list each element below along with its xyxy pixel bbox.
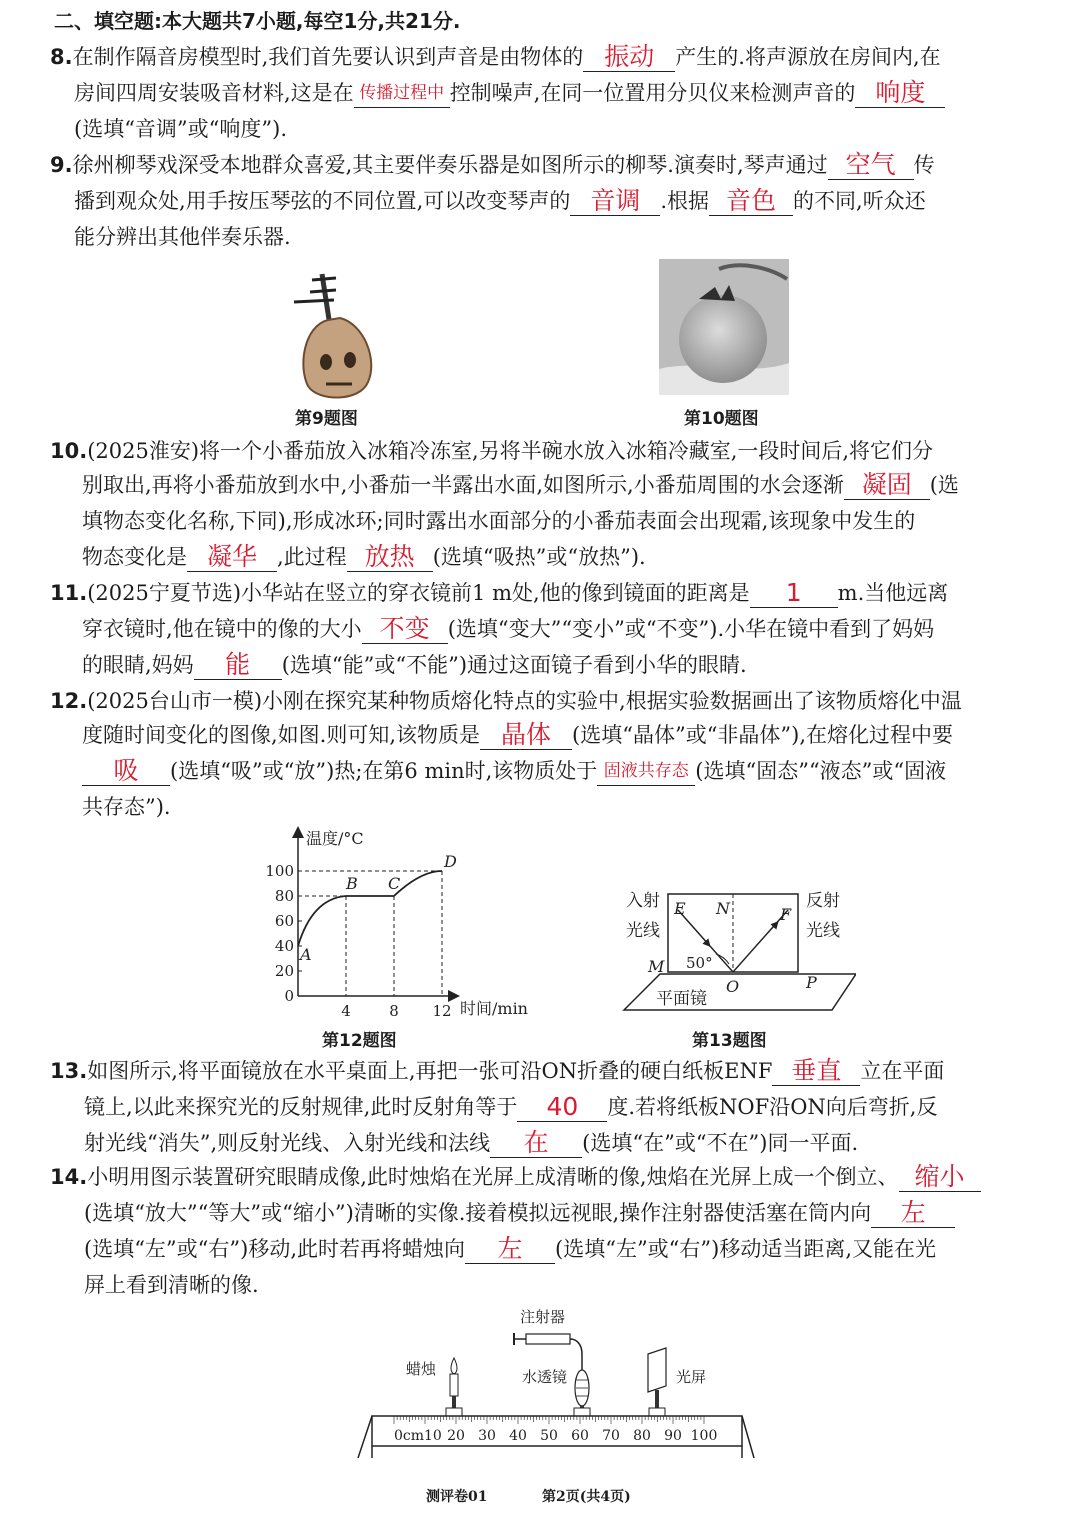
q13-number: 13.: [50, 1059, 88, 1083]
label-O: O: [726, 977, 740, 996]
q9-line2: [74, 186, 926, 216]
x-tick-label: 4: [341, 1002, 351, 1020]
ruler-label: 60: [571, 1428, 589, 1444]
q10-text: (选: [929, 473, 959, 497]
q11-text: m.当他远离: [837, 581, 949, 605]
q12-answer-3: 固液共存态: [597, 757, 695, 786]
liuqin-peg: [294, 300, 334, 302]
q14-line3: [84, 1234, 936, 1264]
label-F: F: [780, 905, 792, 924]
q10-text: 物态变化是: [82, 545, 187, 569]
q10-text: (选填“吸热”或“放热”).: [432, 545, 646, 569]
q9-answer-1: 空气: [828, 151, 914, 180]
ruler-label: 40: [509, 1428, 527, 1444]
q14-answer-1: 缩小: [899, 1163, 981, 1192]
liuqin-soundhole: [320, 354, 332, 370]
q9-text: .根据: [660, 189, 710, 213]
chart-point-labels: [298, 852, 457, 964]
label-reflected-ray: 光线: [806, 921, 840, 941]
q12-text: (2025台山市一模)小刚在探究某种物质熔化特点的实验中,根据实验数据画出了该物质熔化中温: [87, 689, 962, 713]
q14-number: 14.: [50, 1165, 88, 1189]
label-M: M: [648, 957, 665, 976]
liuqin-body: [303, 318, 371, 398]
q12-text: (选填“晶体”或“非晶体”),在熔化过程中要: [572, 723, 954, 747]
q14-text: 小明用图示装置研究眼睛成像,此时烛焰在光屏上成清晰的像,烛焰在光屏上成一个倒立、: [87, 1165, 899, 1189]
q12-text: 共存态”).: [82, 795, 171, 819]
q8-text: 控制噪声,在同一位置用分贝仪来检测声音的: [449, 81, 856, 105]
liuqin-soundhole: [344, 352, 356, 368]
q13-text: 立在平面: [860, 1059, 945, 1083]
footer-page: 第2页(共4页): [542, 1489, 631, 1505]
q13-text: 度.若将纸板NOF沿ON向后弯折,反: [607, 1095, 938, 1119]
y-tick-label: 20: [274, 962, 294, 980]
q12-line2: [82, 720, 953, 750]
x-tick-label: 8: [389, 1002, 399, 1020]
q11-line2: [82, 614, 934, 644]
q9-text: 播到观众处,用手按压琴弦的不同位置,可以改变琴声的: [74, 189, 571, 213]
q10-text: ,此过程: [277, 545, 347, 569]
liuqin-figure: [282, 268, 382, 402]
q14-answer-3: 左: [465, 1235, 555, 1264]
fig10-caption: 第10题图: [684, 409, 759, 429]
q10-answer-2: 凝华: [187, 543, 277, 572]
q9-text: 传: [913, 153, 935, 177]
x-tick-label: 12: [432, 1002, 452, 1020]
q11-text: 的眼睛,妈妈: [82, 653, 194, 677]
candle: [450, 1358, 458, 1410]
ruler-label: 70: [602, 1428, 620, 1444]
q14-line2: [84, 1198, 955, 1228]
optical-bench-figure: [350, 1302, 760, 1466]
q13-line1: [50, 1056, 944, 1086]
q13-text: (选填“在”或“不在”)同一平面.: [582, 1131, 859, 1155]
q8-answer-2: 传播过程中: [354, 79, 450, 108]
point-label-C: C: [388, 874, 401, 893]
q11-text: (2025宁夏节选)小华站在竖立的穿衣镜前1 m处,他的像到镜面的距离是: [87, 581, 750, 605]
q14-text: (选填“放大”“等大”或“缩小”)清晰的实像.接着模拟远视眼,操作注射器使活塞在筒内向: [84, 1201, 872, 1225]
light-screen: [648, 1348, 666, 1410]
q12-text: (选填“固态”“液态”或“固液: [695, 759, 947, 783]
fig12-caption: 第12题图: [322, 1031, 397, 1051]
q9-text: 能分辨出其他伴奏乐器.: [74, 225, 291, 249]
label-reflected: 反射: [806, 891, 840, 911]
label-mirror: 平面镜: [656, 989, 707, 1009]
q13-text: 如图所示,将平面镜放在水平桌面上,再把一张可沿ON折叠的硬白纸板ENF: [87, 1059, 773, 1083]
tomato: [679, 295, 767, 383]
q8-number: 8.: [50, 45, 73, 69]
q11-text: (选填“变大”“变小”或“不变”).小华在镜中看到了妈妈: [447, 617, 935, 641]
holder-bases: [446, 1408, 665, 1416]
q12-text: 度随时间变化的图像,如图.则可知,该物质是: [82, 723, 481, 747]
melting-curve: [298, 871, 442, 946]
label-lens: 水透镜: [522, 1368, 568, 1386]
label-incident-ray: 光线: [626, 921, 660, 941]
q13-line2: [84, 1092, 937, 1122]
syringe: [514, 1333, 582, 1372]
q10-number: 10.: [50, 439, 88, 463]
ruler-label: 90: [664, 1428, 682, 1444]
q10-text: (2025淮安)将一个小番茄放入冰箱冷冻室,另将半碗水放入冰箱冷藏室,一段时间后,将它们分: [87, 439, 934, 463]
fig13-caption: 第13题图: [692, 1031, 767, 1051]
q14-answer-2: 左: [871, 1199, 955, 1228]
q13-answer-1: 垂直: [772, 1057, 860, 1086]
q14-line1: [50, 1162, 981, 1192]
water-lens: [575, 1370, 589, 1412]
ruler-label: 80: [633, 1428, 651, 1444]
q8-text: (选填“音调”或“响度”).: [74, 117, 288, 141]
q12-answer-2: 吸: [82, 757, 170, 786]
y-tick-label: 40: [274, 937, 294, 955]
q8-text: 房间四周安装吸音材料,这是在: [74, 81, 354, 105]
footer-paper: 测评卷01: [426, 1489, 488, 1505]
label-screen: 光屏: [676, 1368, 707, 1386]
fig9-caption: 第9题图: [295, 409, 358, 429]
y-tick-label: 0: [284, 987, 294, 1005]
label-candle: 蜡烛: [406, 1360, 437, 1378]
y-tick-label: 80: [274, 887, 294, 905]
q14-text: (选填“左”或“右”)移动适当距离,又能在光: [555, 1237, 937, 1261]
chart-guides: [298, 871, 442, 996]
q14-text: 屏上看到清晰的像.: [84, 1273, 259, 1297]
q11-number: 11.: [50, 581, 88, 605]
y-tick-label: 60: [274, 912, 294, 930]
q12-line4: [82, 792, 171, 822]
y-axis-label: 温度/°C: [306, 829, 364, 848]
q12-answer-1: 晶体: [480, 721, 572, 750]
q11-answer-2: 不变: [362, 615, 448, 644]
q8-line2: [74, 78, 945, 108]
q9-line3: [74, 222, 291, 252]
q12-line1: [50, 686, 962, 716]
q10-answer-1: 凝固: [844, 471, 930, 500]
q8-line1: [50, 42, 941, 72]
q9-answer-2: 音调: [570, 187, 660, 216]
q8-answer-1: 振动: [583, 43, 675, 72]
q11-text: 穿衣镜时,他在镜中的像的大小: [82, 617, 362, 641]
ruler-label: 50: [540, 1428, 558, 1444]
q9-text: 徐州柳琴戏深受本地群众喜爱,其主要伴奏乐器是如图所示的柳琴.演奏时,琴声通过: [72, 153, 828, 177]
q9-number: 9.: [50, 153, 73, 177]
q14-line4: [84, 1270, 259, 1300]
q13-line3: [84, 1128, 858, 1158]
q12-line3: [82, 756, 946, 786]
y-tick-label: 100: [265, 862, 294, 880]
label-E: E: [674, 899, 686, 918]
q10-line3: [82, 506, 915, 536]
q11-line3: [82, 650, 747, 680]
x-axis-label: 时间/min: [460, 999, 528, 1018]
point-label-D: D: [444, 852, 457, 871]
q10-line1: [50, 436, 933, 466]
q9-line1: [50, 150, 935, 180]
q10-text: 填物态变化名称,下同),形成冰环;同时露出水面部分的小番茄表面会出现霜,该现象中发生的: [82, 509, 916, 533]
tomato-photo: [659, 259, 789, 395]
point-label-B: B: [346, 874, 358, 893]
q11-line1: [50, 578, 948, 608]
point-label-A: A: [300, 945, 312, 964]
ruler-label: 0cm10: [394, 1428, 442, 1444]
q8-text: 产生的.将声源放在房间内,在: [675, 45, 941, 69]
q8-answer-3: 响度: [855, 79, 945, 108]
q8-text: 在制作隔音房模型时,我们首先要认识到声音是由物体的: [72, 45, 584, 69]
q9-answer-3: 音色: [709, 187, 793, 216]
q14-text: (选填“左”或“右”)移动,此时若再将蜡烛向: [84, 1237, 466, 1261]
liuqin-peg: [312, 278, 336, 280]
q10-text: 别取出,再将小番茄放到水中,小番茄一半露出水面,如图所示,小番茄周围的水会逐渐: [82, 473, 844, 497]
q12-number: 12.: [50, 689, 88, 713]
q11-text: (选填“能”或“不能”)通过这面镜子看到小华的眼睛.: [281, 653, 747, 677]
melting-chart: [258, 826, 548, 1022]
q9-text: 的不同,听众还: [793, 189, 926, 213]
q10-line4: [82, 542, 646, 572]
ruler-label: 20: [447, 1428, 465, 1444]
ruler-label: 30: [478, 1428, 496, 1444]
q10-line2: [82, 470, 959, 500]
q13-answer-2: 40: [517, 1093, 607, 1122]
q8-line3: [74, 114, 287, 144]
q13-text: 镜上,以此来探究光的反射规律,此时反射角等于: [84, 1095, 518, 1119]
q13-answer-3: 在: [490, 1129, 582, 1158]
q10-answer-3: 放热: [347, 543, 433, 572]
q13-text: 射光线“消失”,则反射光线、入射光线和法线: [84, 1131, 491, 1155]
liuqin-peg: [310, 290, 336, 292]
q12-text: (选填“吸”或“放”)热;在第6 min时,该物质处于: [170, 759, 598, 783]
q11-answer-1: 1: [750, 579, 838, 608]
section-title: 二、填空题:本大题共7小题,每空1分,共21分.: [54, 9, 461, 33]
label-angle: 50°: [686, 954, 713, 972]
q11-answer-3: 能: [194, 651, 282, 680]
label-P: P: [806, 973, 817, 992]
ruler-label: 100: [690, 1428, 718, 1444]
label-N: N: [716, 899, 730, 918]
label-incident: 入射: [626, 891, 660, 911]
reflection-figure: [616, 884, 856, 1022]
label-syringe: 注射器: [520, 1308, 566, 1326]
